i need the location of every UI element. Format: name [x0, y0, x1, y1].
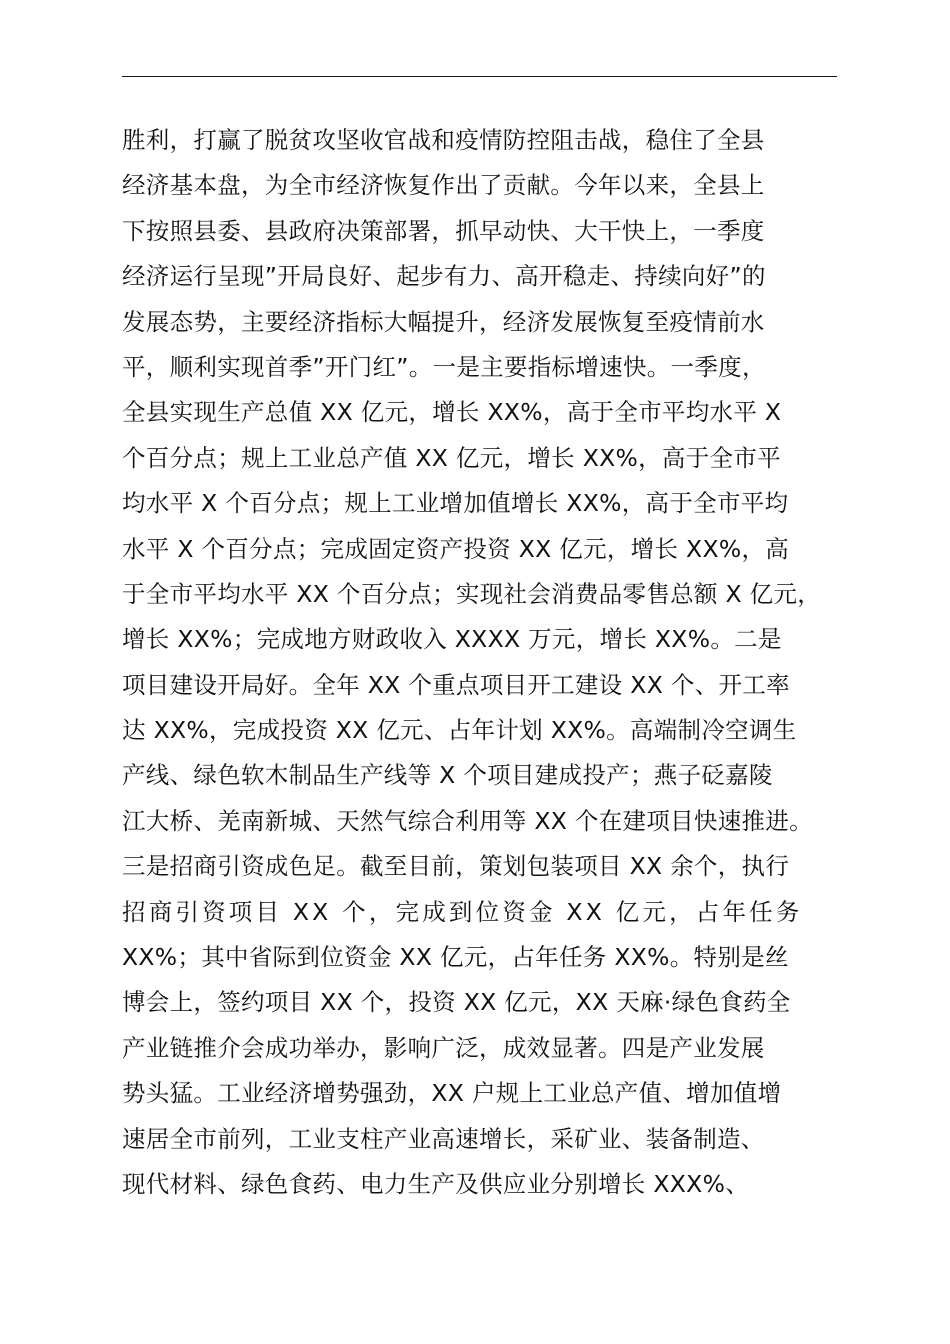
- text-line: 江大桥、羌南新城、天然气综合利用等 XX 个在建项目快速推进。: [122, 806, 813, 835]
- text-line: 于全市平均水平 XX 个百分点；实现社会消费品零售总额 X 亿元，: [122, 579, 822, 608]
- text-line: 招商引资项目 XX 个，完成到位资金 XX 亿元，占年任务: [122, 897, 803, 926]
- text-line: 平，顺利实现首季”开门红”。一是主要指标增速快。一季度，: [122, 352, 766, 381]
- text-line: 个百分点；规上工业总产值 XX 亿元，增长 XX%，高于全市平: [122, 443, 781, 472]
- text-line: 势头猛。工业经济增势强劲，XX 户规上工业总产值、增加值增: [122, 1079, 782, 1108]
- header-divider: [122, 76, 837, 77]
- text-line: 经济运行呈现”开局良好、起步有力、高开稳走、持续向好”的: [122, 262, 766, 291]
- text-line: 经济基本盘，为全市经济恢复作出了贡献。今年以来，全县上: [122, 171, 765, 200]
- text-line: 三是招商引资成色足。截至目前，策划包装项目 XX 余个，执行: [122, 852, 790, 881]
- text-line: 产业链推介会成功举办，影响广泛，成效显著。四是产业发展: [122, 1033, 765, 1062]
- text-line: 速居全市前列，工业支柱产业高速增长，采矿业、装备制造、: [122, 1124, 765, 1153]
- text-line: 现代材料、绿色食药、电力生产及供应业分别增长 XXX%、: [122, 1169, 749, 1198]
- text-line: 均水平 X 个百分点；规上工业增加值增长 XX%，高于全市平均: [122, 489, 789, 518]
- text-line: 博会上，签约项目 XX 个，投资 XX 亿元，XX 天麻·绿色食药全: [122, 988, 791, 1017]
- text-line: 胜利，打赢了脱贫攻坚收官战和疫情防控阻击战，稳住了全县: [122, 126, 765, 154]
- body-paragraph: [122, 118, 862, 1207]
- text-line: 水平 X 个百分点；完成固定资产投资 XX 亿元，增长 XX%，高: [122, 534, 790, 563]
- text-line: 下按照县委、县政府决策部署，抓早动快、大干快上，一季度: [122, 216, 765, 245]
- text-line: 产线、绿色软木制品生产线等 X 个项目建成投产；燕子砭嘉陵: [122, 761, 773, 790]
- text-line: 增长 XX%；完成地方财政收入 XXXX 万元，增长 XX%。二是: [122, 625, 782, 654]
- text-line: 项目建设开局好。全年 XX 个重点项目开工建设 XX 个、开工率: [122, 670, 790, 699]
- text-line: 全县实现生产总值 XX 亿元，增长 XX%，高于全市平均水平 X: [122, 398, 782, 427]
- text-line: 发展态势，主要经济指标大幅提升，经济发展恢复至疫情前水: [122, 307, 765, 336]
- text-line: XX%；其中省际到位资金 XX 亿元，占年任务 XX%。特别是丝: [122, 943, 789, 972]
- text-line: 达 XX%，完成投资 XX 亿元、占年计划 XX%。高端制冷空调生: [122, 716, 797, 745]
